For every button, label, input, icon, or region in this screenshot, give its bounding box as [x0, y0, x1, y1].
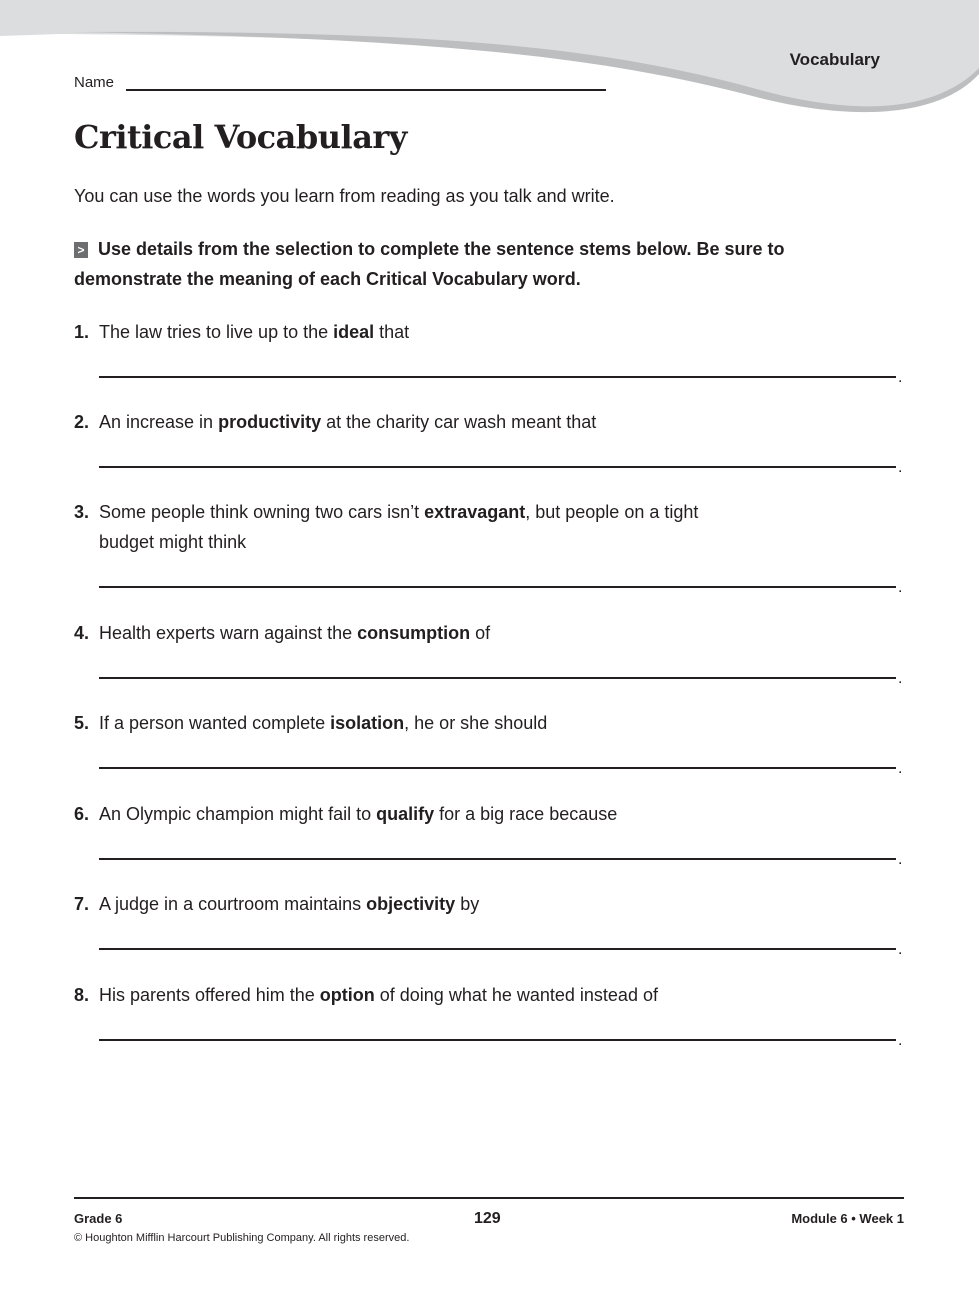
- item-prompt: [99, 407, 799, 437]
- answer-line[interactable]: [99, 466, 896, 468]
- answer-period: .: [898, 369, 903, 386]
- prompt-text: An increase in: [99, 412, 219, 432]
- item-prompt: [99, 497, 739, 557]
- vocab-word: extravagant: [424, 502, 526, 522]
- answer-line[interactable]: [99, 767, 896, 769]
- item-prompt: [99, 618, 799, 648]
- vocab-item-1: [74, 317, 909, 386]
- item-number: 1.: [74, 322, 90, 342]
- vocab-word: ideal: [333, 322, 375, 342]
- item-number: 5.: [74, 713, 90, 733]
- directions-text: Use details from the selection to complete the sentence stems below. Be sure to demonstrate the meaning of each Critical Vocabulary word.: [74, 239, 785, 289]
- answer-period: .: [898, 579, 903, 596]
- vocab-item-5: [74, 708, 909, 777]
- item-number: 6.: [74, 804, 90, 824]
- answer-line[interactable]: [99, 376, 896, 378]
- name-input-line[interactable]: [126, 75, 606, 91]
- prompt-text: His parents offered him the: [99, 985, 320, 1005]
- footer-module: Module 6 • Week 1: [791, 1211, 904, 1226]
- answer-period: .: [898, 851, 903, 868]
- vocab-word: objectivity: [366, 894, 456, 914]
- vocab-word: isolation: [330, 713, 405, 733]
- item-number: 4.: [74, 623, 90, 643]
- page-number: 129: [474, 1210, 501, 1227]
- item-prompt: [99, 980, 799, 1010]
- answer-line[interactable]: [99, 858, 896, 860]
- footer-copyright: © Houghton Mifflin Harcourt Publishing Company. All rights reserved.: [74, 1232, 410, 1244]
- vocab-word: productivity: [218, 412, 322, 432]
- footer-grade: Grade 6: [74, 1211, 123, 1226]
- prompt-text: , he or she should: [404, 713, 548, 733]
- item-prompt: [99, 317, 799, 347]
- name-row: [74, 74, 606, 91]
- prompt-text: of: [470, 623, 491, 643]
- section-label: Vocabulary: [789, 50, 880, 69]
- vocab-item-2: [74, 407, 909, 476]
- prompt-text: If a person wanted complete: [99, 713, 331, 733]
- prompt-text: for a big race because: [434, 804, 618, 824]
- prompt-text: Health experts warn against the: [99, 623, 358, 643]
- item-prompt: [99, 708, 799, 738]
- prompt-text: that: [374, 322, 410, 342]
- vocab-item-3: [74, 497, 909, 596]
- page-title: Critical Vocabulary: [74, 118, 407, 156]
- vocab-word: qualify: [376, 804, 435, 824]
- answer-line[interactable]: [99, 1039, 896, 1041]
- prompt-text: The law tries to live up to the: [99, 322, 334, 342]
- answer-period: .: [898, 760, 903, 777]
- prompt-text: A judge in a courtroom maintains: [99, 894, 367, 914]
- prompt-text: , but people on a tight budget might think: [99, 502, 699, 552]
- vocab-item-6: [74, 799, 909, 868]
- answer-line[interactable]: [99, 677, 896, 679]
- answer-period: .: [898, 941, 903, 958]
- answer-period: .: [898, 670, 903, 687]
- footer-divider: [74, 1197, 904, 1199]
- prompt-text: Some people think owning two cars isn’t: [99, 502, 425, 522]
- answer-line[interactable]: [99, 948, 896, 950]
- arrow-icon: >: [74, 242, 88, 258]
- answer-line[interactable]: [99, 586, 896, 588]
- directions: [74, 234, 794, 294]
- vocab-word: option: [319, 985, 375, 1005]
- intro-text: You can use the words you learn from reading as you talk and write.: [74, 186, 615, 206]
- vocab-item-4: [74, 618, 909, 687]
- vocab-word: consumption: [357, 623, 471, 643]
- item-number: 7.: [74, 894, 90, 914]
- vocab-item-8: [74, 980, 909, 1049]
- answer-period: .: [898, 1032, 903, 1049]
- item-prompt: [99, 889, 799, 919]
- item-number: 2.: [74, 412, 90, 432]
- prompt-text: by: [455, 894, 480, 914]
- prompt-text: An Olympic champion might fail to: [99, 804, 377, 824]
- item-number: 8.: [74, 985, 90, 1005]
- answer-period: .: [898, 459, 903, 476]
- item-prompt: [99, 799, 799, 829]
- prompt-text: of doing what he wanted instead of: [374, 985, 658, 1005]
- prompt-text: at the charity car wash meant that: [321, 412, 597, 432]
- item-number: 3.: [74, 502, 90, 522]
- name-label: Name: [74, 74, 115, 91]
- vocab-item-7: [74, 889, 909, 958]
